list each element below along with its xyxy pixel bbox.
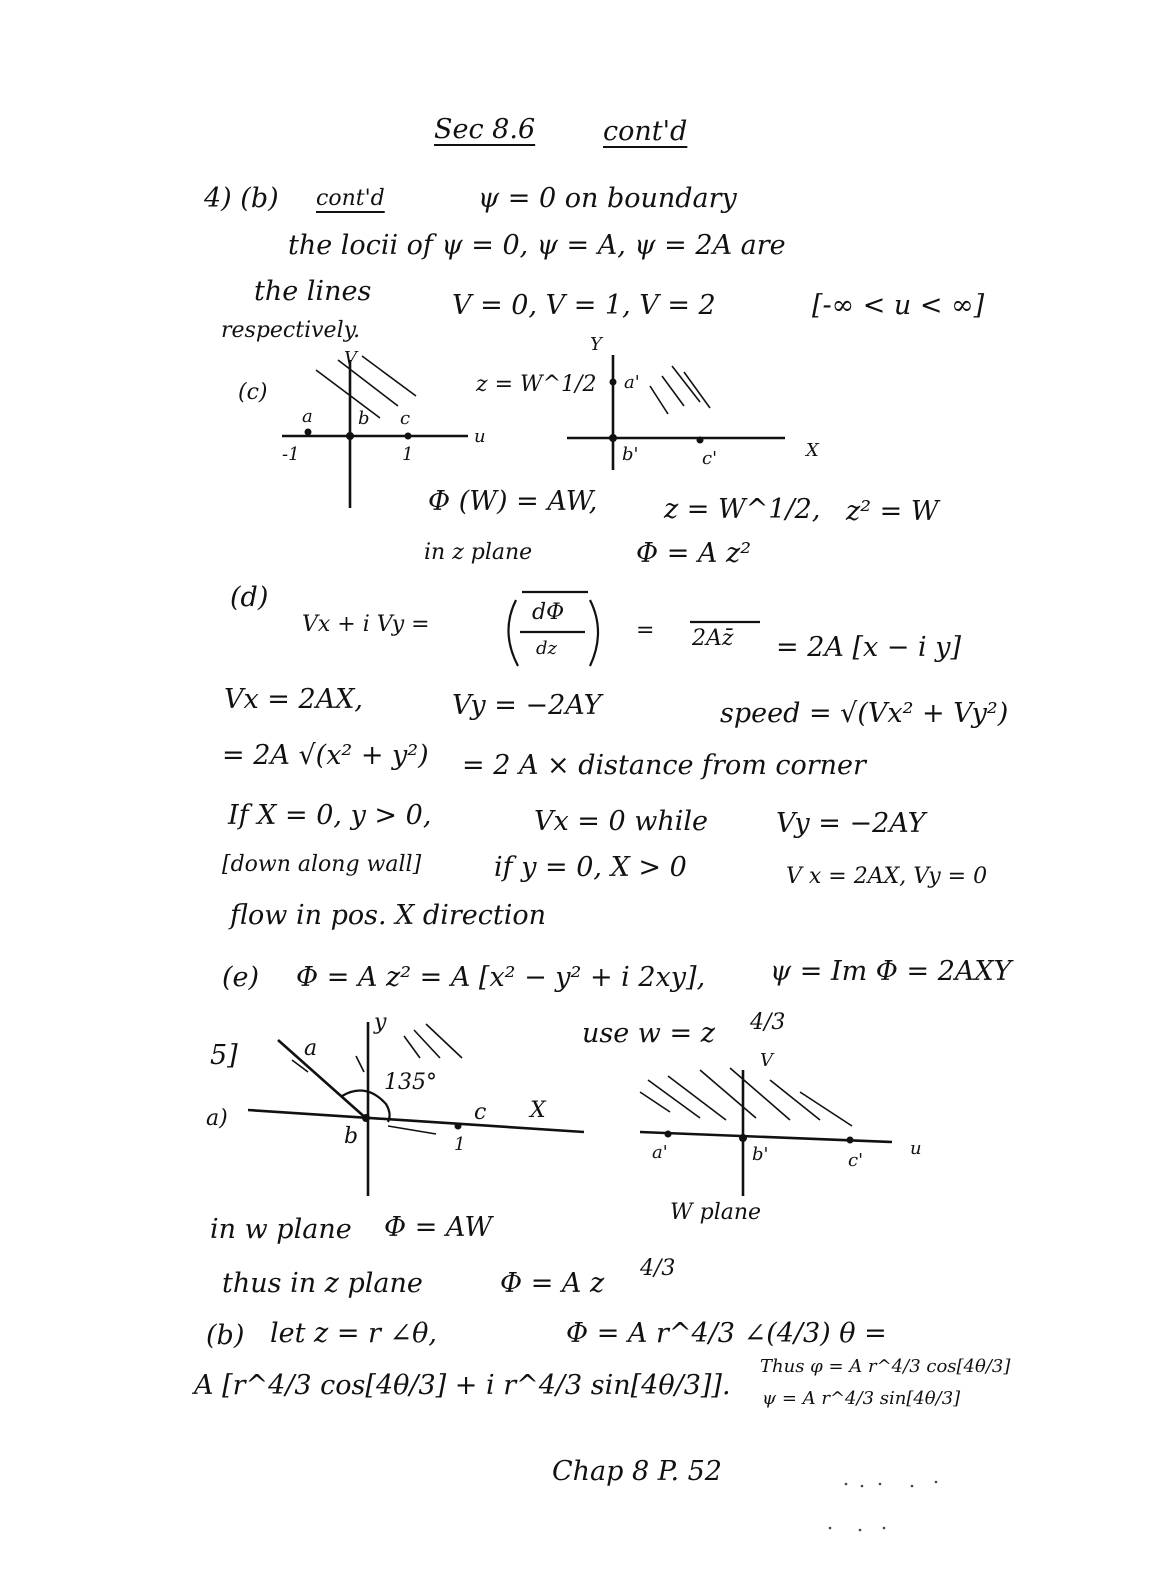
part-c-label: (c)	[238, 380, 268, 405]
part-d-eq3b: = 2 A × distance from corner	[462, 750, 866, 781]
part-e-label: (e)	[222, 962, 260, 993]
part-b-line3b: V = 0, V = 1, V = 2	[452, 290, 716, 321]
p5-eq3a: let z = r ∠θ,	[270, 1318, 438, 1349]
part-d-eq4a: If X = 0, y > 0,	[228, 800, 432, 831]
pt-b-prime-label: b'	[622, 444, 639, 465]
p5-tick-1: 1	[454, 1134, 466, 1155]
part-b-label: 4) (b)	[204, 183, 279, 214]
part-b-line3c: [-∞ < u < ∞]	[812, 290, 985, 321]
point-c	[405, 433, 412, 440]
p5-eq4: A [r^4/3 cos[4θ/3] + i r^4/3 sin[4θ/3]].	[194, 1370, 731, 1401]
part-d-eq4b: Vx = 0 while	[534, 806, 709, 837]
pt-c-label: c	[400, 408, 411, 429]
part-c-eq1b: z = W^1/2,	[664, 494, 821, 525]
section-title: Sec 8.6	[434, 114, 536, 145]
p5-axis-y-label: y	[374, 1010, 387, 1035]
p5-use-exp: 4/3	[750, 1010, 786, 1035]
tick-neg1: -1	[282, 444, 300, 465]
part-c-eq1c: z² = W	[846, 496, 939, 527]
p5-pt-b: b	[344, 1124, 359, 1149]
p5-pt-a: a	[304, 1036, 318, 1061]
p5-angle-label: 135°	[384, 1070, 437, 1095]
part-d-label: (d)	[230, 582, 269, 613]
p5-axis-x-label: X	[530, 1098, 546, 1123]
p5-wall	[278, 1040, 368, 1120]
w-plane-sketch-5a	[640, 1068, 892, 1196]
part-d-eq1b: =	[636, 618, 655, 643]
part-d-eq3a: = 2A √(x² + y²)	[222, 740, 429, 771]
p5w-u-axis	[640, 1132, 892, 1142]
part-d-eq1c: 2Az̄	[692, 626, 734, 651]
point-a	[305, 429, 312, 436]
part-d-eq1a: Vx + i Vy =	[302, 612, 430, 637]
part-d-eq6: flow in pos. X direction	[230, 900, 546, 931]
p5-w-plane-label: W plane	[670, 1200, 762, 1225]
z-axis-y-label: Y	[590, 334, 602, 355]
part-d-eq1d: = 2A [x − i y]	[776, 632, 962, 663]
part-b-line2: the locii of ψ = 0, ψ = A, ψ = 2A are	[288, 230, 786, 261]
w-axis-v-label: V	[344, 348, 357, 369]
problem5-part-a: a)	[206, 1106, 228, 1131]
part-d-eq4c: Vy = −2AY	[776, 808, 926, 839]
part-d-eq5a: [down along wall]	[222, 852, 422, 877]
p5-eq2-exp: 4/3	[640, 1256, 676, 1281]
part-b-line3a: the lines	[254, 276, 372, 307]
p5w-pt-b-prime: b'	[752, 1144, 769, 1165]
pt-a-label: a	[302, 406, 313, 427]
p5-eq5a: Thus φ = A r^4/3 cos[4θ/3]	[760, 1356, 1011, 1377]
section-contd: cont'd	[603, 116, 688, 147]
p5-part-b: (b)	[206, 1320, 245, 1351]
p5-eq2a: thus in z plane	[222, 1268, 423, 1299]
p5-eq3b: Φ = A r^4/3 ∠(4/3) θ =	[566, 1318, 887, 1349]
part-b-contd: cont'd	[316, 186, 385, 211]
part-d-eq5b: if y = 0, X > 0	[494, 852, 687, 883]
pt-a-prime-label: a'	[624, 372, 640, 393]
part-c-eq1a: Φ (W) = AW,	[428, 486, 598, 517]
pt-c-prime-label: c'	[702, 448, 718, 469]
paren-left	[508, 600, 518, 666]
point-b	[346, 432, 354, 440]
w-axis-u-label: u	[474, 426, 486, 447]
pt-b-label: b	[358, 408, 370, 429]
z-plane-sketch-c	[567, 355, 785, 470]
footer-dots	[829, 1481, 938, 1532]
p5-pt-c: c	[474, 1100, 487, 1125]
part-d-eq5c: V x = 2AX, Vy = 0	[786, 864, 988, 889]
problem5-label: 5]	[210, 1040, 238, 1071]
part-b-line1: ψ = 0 on boundary	[478, 183, 737, 214]
p5w-axis-v-label: V	[760, 1050, 773, 1071]
paren-right	[590, 600, 598, 666]
part-c-eq2b: Φ = A z²	[636, 538, 752, 569]
part-e-eq2: ψ = Im Φ = 2AXY	[770, 956, 1012, 987]
part-d-frac-num: dΦ	[532, 600, 565, 625]
p5w-pt-a-prime: a'	[652, 1142, 668, 1163]
map-eq: z = W^1/2	[476, 372, 597, 397]
p5w-pt-c-prime: c'	[848, 1150, 864, 1171]
page-footer: Chap 8 P. 52	[552, 1456, 722, 1487]
part-d-eq2b: Vy = −2AY	[452, 690, 602, 721]
p5-eq1a: in w plane	[210, 1214, 352, 1245]
p5-eq1b: Φ = AW	[384, 1212, 493, 1243]
part-d-eq2a: Vx = 2AX,	[224, 684, 363, 715]
p5-eq2b: Φ = A z	[500, 1268, 605, 1299]
part-d-eq2c: speed = √(Vx² + Vy²)	[720, 698, 1009, 729]
part-b-line4: respectively.	[221, 318, 361, 343]
p5w-axis-u-label: u	[910, 1138, 922, 1159]
part-d-frac-den: dz	[536, 638, 558, 659]
p5-use-text: use w = z	[582, 1018, 715, 1049]
z-axis-x-label: X	[806, 440, 819, 461]
part-e-eq1: Φ = A z² = A [x² − y² + i 2xy],	[296, 962, 706, 993]
p5-eq5b: ψ = A r^4/3 sin[4θ/3]	[762, 1388, 961, 1409]
part-c-eq2a: in z plane	[424, 540, 533, 565]
tick-1: 1	[402, 444, 414, 465]
